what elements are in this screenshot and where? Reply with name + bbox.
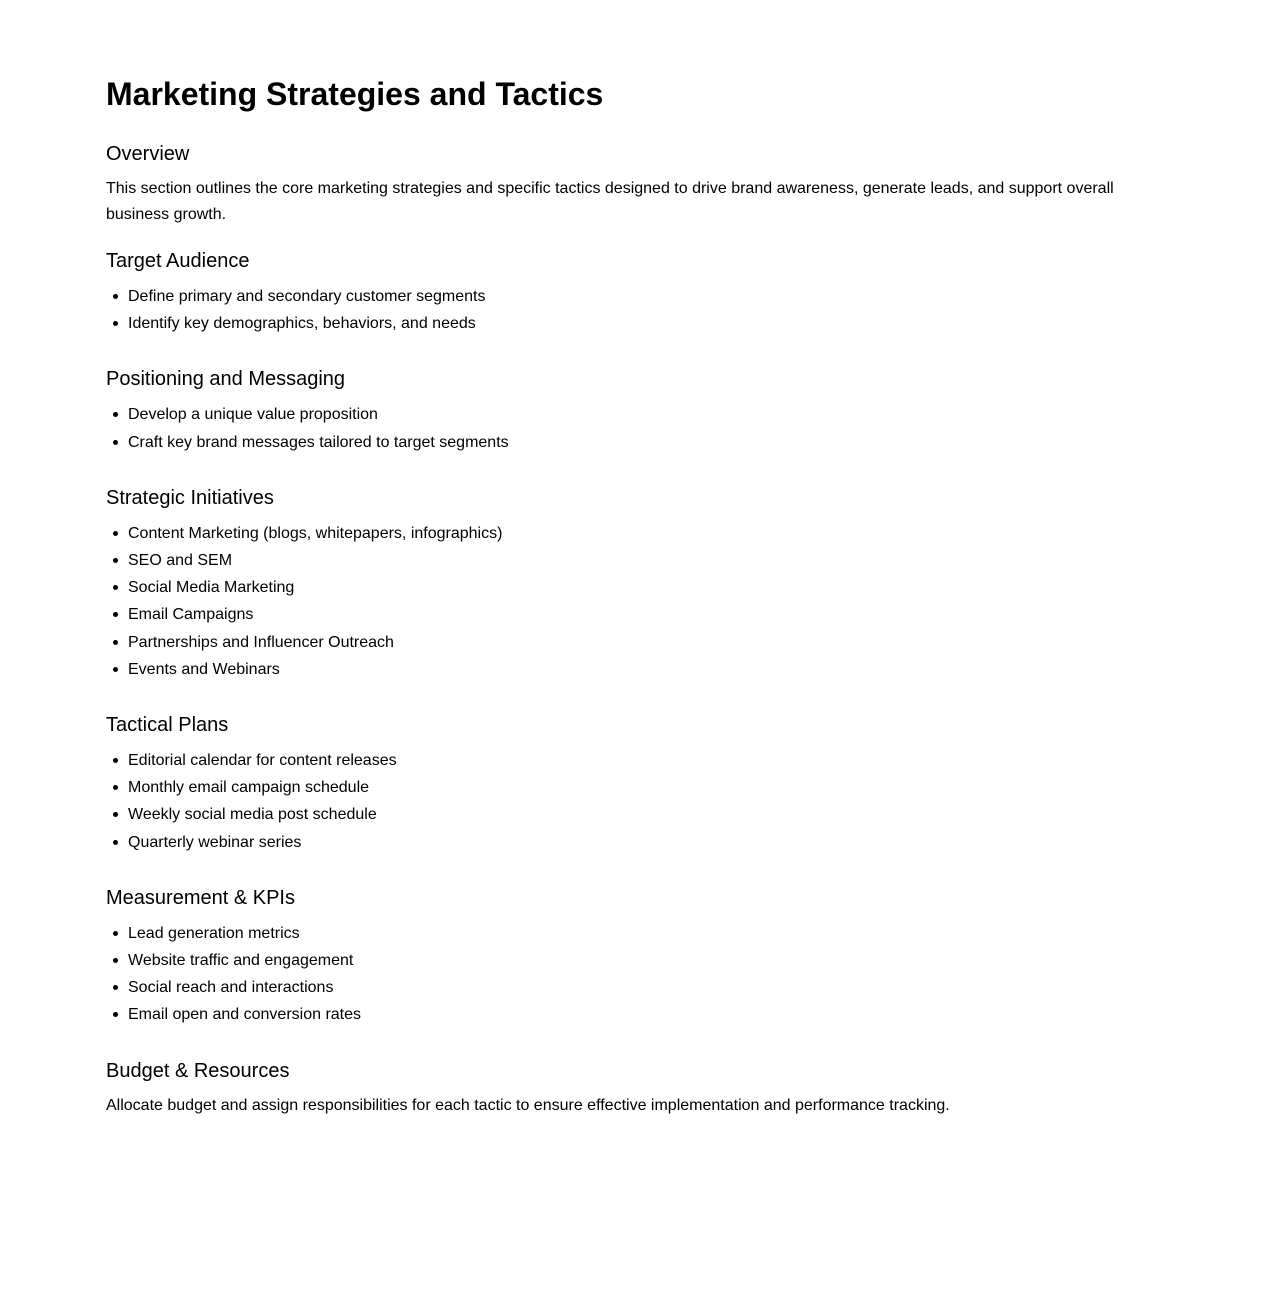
budget-section bbox=[106, 1058, 1136, 1119]
list-item: Craft key brand messages tailored to target segments bbox=[128, 429, 1136, 456]
bullet-icon bbox=[113, 440, 118, 445]
tactical-list bbox=[106, 747, 1136, 856]
list-item: Lead generation metrics bbox=[128, 920, 1136, 947]
list-item: Define primary and secondary customer segments bbox=[128, 283, 1136, 310]
bullet-icon bbox=[113, 1012, 118, 1017]
list-item: Social reach and interactions bbox=[128, 974, 1136, 1001]
target-audience-list bbox=[106, 283, 1136, 337]
page-title: Marketing Strategies and Tactics bbox=[106, 76, 604, 112]
measurement-heading: Measurement & KPIs bbox=[106, 886, 295, 909]
bullet-icon bbox=[113, 958, 118, 963]
bullet-icon bbox=[113, 585, 118, 590]
bullet-icon bbox=[113, 985, 118, 990]
bullet-icon bbox=[113, 321, 118, 326]
bullet-icon bbox=[113, 785, 118, 790]
list-item: Events and Webinars bbox=[128, 656, 1136, 683]
budget-text: Allocate budget and assign responsibilities for each tactic to ensure effective implementation and performance tracking. bbox=[106, 1096, 950, 1114]
bullet-icon bbox=[113, 840, 118, 845]
bullet-icon bbox=[113, 558, 118, 563]
list-item: Content Marketing (blogs, whitepapers, infographics) bbox=[128, 520, 1136, 547]
bullet-icon bbox=[113, 667, 118, 672]
bullet-icon bbox=[113, 294, 118, 299]
bullet-icon bbox=[113, 931, 118, 936]
positioning-section bbox=[106, 366, 1136, 455]
bullet-icon bbox=[113, 640, 118, 645]
list-item: Quarterly webinar series bbox=[128, 829, 1136, 856]
list-item: Email open and conversion rates bbox=[128, 1001, 1136, 1028]
initiatives-heading: Strategic Initiatives bbox=[106, 486, 274, 509]
overview-text: This section outlines the core marketing strategies and specific tactics designed to drive brand awareness, generate leads, and support overall business growth. bbox=[106, 180, 1114, 223]
initiatives-list bbox=[106, 520, 1136, 683]
list-item: Social Media Marketing bbox=[128, 574, 1136, 601]
positioning-list bbox=[106, 401, 1136, 455]
tactical-section bbox=[106, 712, 1136, 856]
bullet-icon bbox=[113, 758, 118, 763]
positioning-heading: Positioning and Messaging bbox=[106, 368, 346, 391]
bullet-icon bbox=[113, 612, 118, 617]
overview-heading: Overview bbox=[106, 143, 190, 165]
bullet-icon bbox=[113, 812, 118, 817]
list-item: Develop a unique value proposition bbox=[128, 401, 1136, 428]
target-audience-section bbox=[106, 248, 1136, 337]
bullet-icon bbox=[113, 531, 118, 536]
measurement-list bbox=[106, 920, 1136, 1029]
budget-heading: Budget & Resources bbox=[106, 1059, 290, 1082]
list-item: Email Campaigns bbox=[128, 601, 1136, 628]
measurement-section bbox=[106, 885, 1136, 1029]
list-item: SEO and SEM bbox=[128, 547, 1136, 574]
overview-section bbox=[106, 141, 1136, 228]
initiatives-section bbox=[106, 485, 1136, 683]
list-item: Monthly email campaign schedule bbox=[128, 774, 1136, 801]
target-audience-heading: Target Audience bbox=[106, 250, 250, 272]
list-item: Partnerships and Influencer Outreach bbox=[128, 629, 1136, 656]
list-item: Website traffic and engagement bbox=[128, 947, 1136, 974]
list-item: Weekly social media post schedule bbox=[128, 801, 1136, 828]
bullet-icon bbox=[113, 412, 118, 417]
tactical-heading: Tactical Plans bbox=[106, 714, 229, 737]
list-item: Editorial calendar for content releases bbox=[128, 747, 1136, 774]
list-item: Identify key demographics, behaviors, and needs bbox=[128, 310, 1136, 337]
